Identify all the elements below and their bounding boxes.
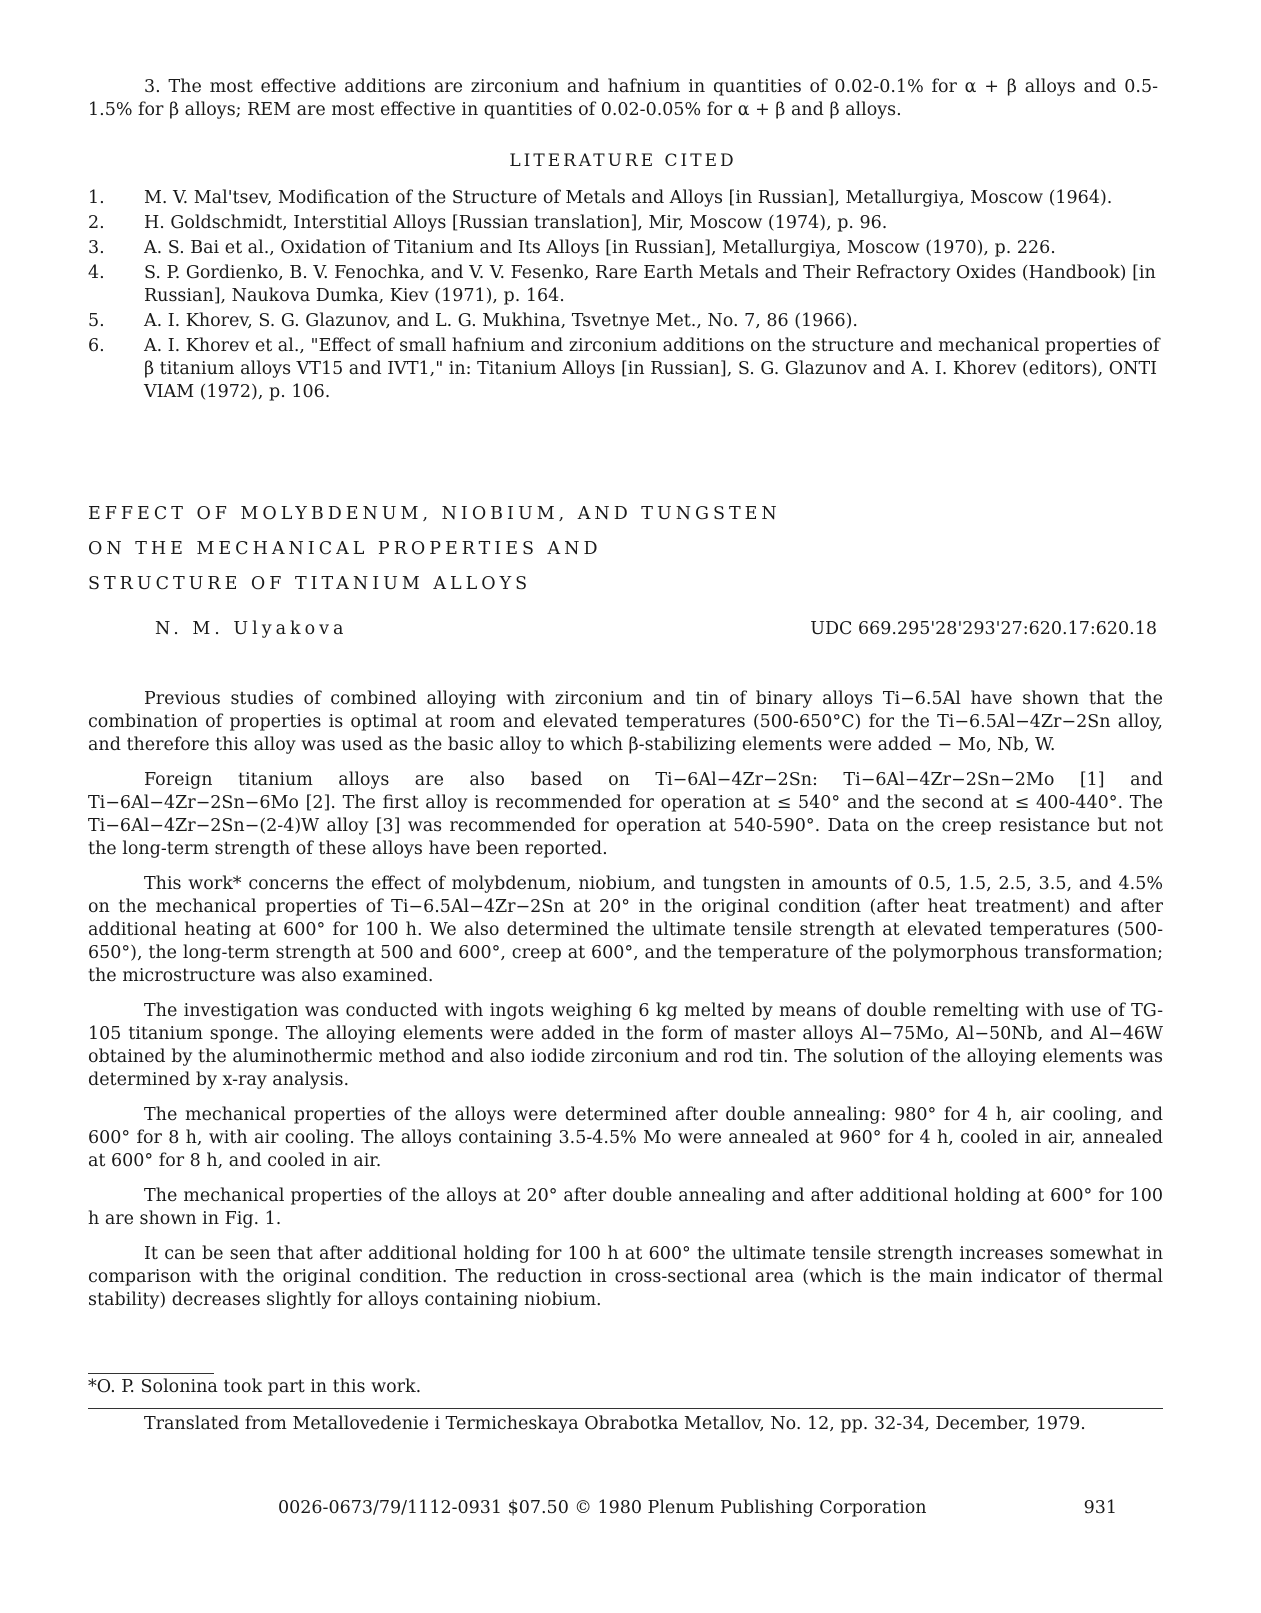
reference-list: [88, 187, 1168, 406]
reference-item: [88, 212, 1168, 235]
body-paragraph: This work* concerns the effect of molybdenum, niobium, and tungsten in amounts of 0.5, 1.5, 2.5, 3.5, and 4.5% on the mechanical properties of Ti−6.5Al−4Zr−2Sn at 20° in the original condition (after heat treatment) and after additional heating at 600° for 100 h. We also determined the ultimate tensile strength at elevated temperatures (500-650°), the long-term strength at 500 and 600°, creep at 600°, and the temperature of the polymorphous transformation; the microstructure was also examined.: [88, 874, 1163, 986]
reference-item: [88, 310, 1168, 333]
reference-text: M. V. Mal'tsev, Modification of the Structure of Metals and Alloys [in Russian], Metallurgiya, Moscow (1964).: [144, 188, 1113, 208]
reference-number: 4.: [88, 263, 105, 283]
reference-number: 6.: [88, 336, 105, 356]
article-title-line: ON THE MECHANICAL PROPERTIES AND: [88, 539, 602, 559]
reference-item: [88, 335, 1168, 404]
literature-heading: LITERATURE CITED: [509, 151, 737, 171]
reference-text: H. Goldschmidt, Interstitial Alloys [Russian translation], Mir, Moscow (1974), p. 96.: [144, 213, 888, 233]
article-title-line: EFFECT OF MOLYBDENUM, NIOBIUM, AND TUNGSTEN: [88, 504, 781, 524]
body-paragraph: The investigation was conducted with ingots weighing 6 kg melted by means of double remelting with use of TG-105 titanium sponge. The alloying elements were added in the form of master alloys Al−75Mo, Al−50Nb, and Al−46W obtained by the aluminothermic method and also iodide zirconium and rod tin. The solution of the alloying elements was determined by x-ray analysis.: [88, 1001, 1163, 1090]
reference-text: A. I. Khorev et al., "Effect of small hafnium and zirconium additions on the structure and mechanical properties of β titanium alloys VT15 and IVT1," in: Titanium Alloys [in Russian], S. G. Glazunov and A. I. Khorev (editors), ONTI VIAM (1972), p. 106.: [144, 336, 1160, 402]
reference-number: 1.: [88, 188, 105, 208]
author-name: N. M. Ulyakova: [155, 619, 348, 639]
reference-text: A. I. Khorev, S. G. Glazunov, and L. G. Mukhina, Tsvetnye Met., No. 7, 86 (1966).: [144, 311, 858, 331]
translation-divider: [88, 1408, 1163, 1409]
reference-number: 2.: [88, 213, 105, 233]
reference-number: 5.: [88, 311, 105, 331]
body-paragraph: The mechanical properties of the alloys were determined after double annealing: 980° for 4 h, air cooling, and 600° for 8 h, with air cooling. The alloys containing 3.5-4.5% Mo were annealed at 960° for 4 h, cooled in air, annealed at 600° for 8 h, and cooled in air.: [88, 1105, 1163, 1171]
body-paragraph: The mechanical properties of the alloys at 20° after double annealing and after additional holding at 600° for 100 h are shown in Fig. 1.: [88, 1186, 1163, 1229]
conclusion-item: [88, 76, 1158, 122]
reference-text: S. P. Gordienko, B. V. Fenochka, and V. V. Fesenko, Rare Earth Metals and Their Refractory Oxides (Handbook) [in Russian], Naukova Dumka, Kiev (1971), p. 164.: [144, 263, 1156, 306]
reference-number: 3.: [88, 238, 105, 258]
translation-note: [88, 1413, 1088, 1436]
footnote: *O. P. Solonina took part in this work.: [88, 1377, 422, 1397]
body-paragraph: It can be seen that after additional holding for 100 h at 600° the ultimate tensile strength increases somewhat in comparison with the original condition. The reduction in cross-sectional area (which is the main indicator of thermal stability) decreases slightly for alloys containing niobium.: [88, 1244, 1163, 1310]
copyright-line: 0026-0673/79/1112-0931 $07.50 © 1980 Plenum Publishing Corporation: [278, 1498, 927, 1518]
article-body: [88, 688, 1163, 1324]
udc-code: UDC 669.295'28'293'27:620.17:620.18: [810, 619, 1157, 639]
translation-text: Translated from Metallovedenie i Termicheskaya Obrabotka Metallov, No. 12, pp. 32-34, December, 1979.: [144, 1414, 1086, 1434]
body-paragraph: Previous studies of combined alloying with zirconium and tin of binary alloys Ti−6.5Al have shown that the combination of properties is optimal at room and elevated temperatures (500-650°C) for the Ti−6.5Al−4Zr−2Sn alloy, and therefore this alloy was used as the basic alloy to which β-stabilizing elements were added − Mo, Nb, W.: [88, 689, 1163, 755]
footnote-divider: [88, 1373, 214, 1374]
reference-item: [88, 237, 1168, 260]
article-title-line: STRUCTURE OF TITANIUM ALLOYS: [88, 574, 532, 594]
reference-item: [88, 187, 1168, 210]
article-title: [88, 497, 781, 602]
reference-text: A. S. Bai et al., Oxidation of Titanium and Its Alloys [in Russian], Metallurgiya, Moscow (1970), p. 226.: [144, 238, 1056, 258]
page-number: 931: [1083, 1498, 1117, 1518]
body-paragraph: Foreign titanium alloys are also based on Ti−6Al−4Zr−2Sn: Ti−6Al−4Zr−2Sn−2Mo [1] and Ti−6Al−4Zr−2Sn−6Mo [2]. The first alloy is recommended for operation at ≤ 540° and the second at ≤ 400-440°. The Ti−6Al−4Zr−2Sn−(2-4)W alloy [3] was recommended for operation at 540-590°. Data on the creep resistance but not the long-term strength of these alloys have been reported.: [88, 770, 1163, 859]
reference-item: [88, 262, 1168, 308]
conclusion-paragraph: 3. The most effective additions are zirconium and hafnium in quantities of 0.02-0.1% for α + β alloys and 0.5-1.5% for β alloys; REM are most effective in quantities of 0.02-0.05% for α + β and β alloys.: [88, 77, 1158, 120]
